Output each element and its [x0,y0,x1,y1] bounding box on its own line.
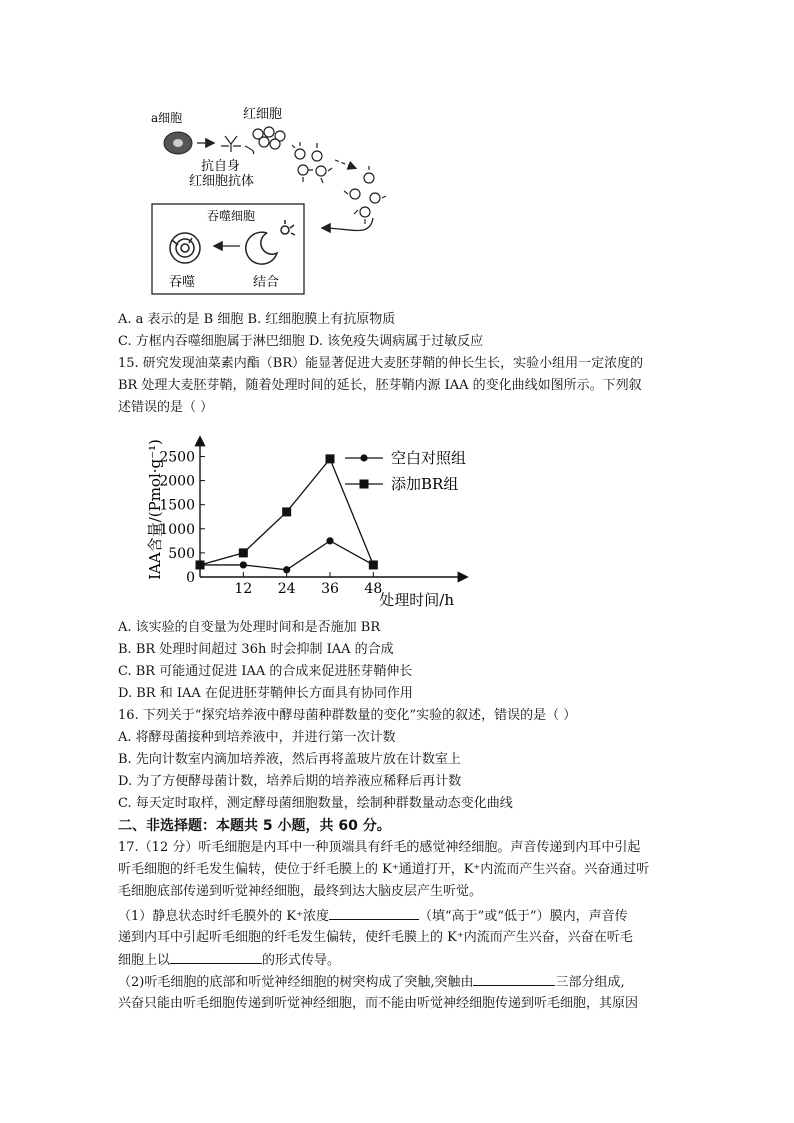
antibody-label-2: 红细胞抗体 [189,174,255,189]
y-tick-label: 500 [168,545,195,562]
q16-stem: 16. 下列关于“探究培养液中酵母菌种群数量的变化”实验的叙述，错误的是（ ） [118,708,577,723]
y-tick-label: 1000 [159,521,195,538]
coated-rbc-cluster-2 [344,166,386,224]
red-blood-cells [253,127,285,149]
y-axis-label: IAA含量/(Pmol·g⁻¹) [146,439,164,580]
phagocyte-label: 吞噬细胞 [207,209,256,223]
autoimmune-diagram [145,98,400,298]
y-tick-label: 1500 [159,497,195,514]
q17-sub1-text-a: （1）静息状态时纤毛膜外的 K⁺浓度 [118,909,329,924]
antibody-label-1: 抗自身 [201,159,241,174]
q17-sub2-text-b: 三部分组成, [555,975,625,990]
answer-blank-1[interactable] [329,906,419,920]
antibody-icon [221,136,241,152]
q15-option-d: D. BR 和 IAA 在促进胚芽鞘伸长方面具有协同作用 [118,686,413,701]
q16-option-a: A. 将酵母菌接种到培养液中，并进行第一次计数 [118,730,396,745]
q15-stem-3: 述错误的是（ ） [118,400,214,415]
q17-sub2-line2: 兴奋只能由听毛细胞传递到听觉神经细胞，而不能由听觉神经细胞传递到听毛细胞，其原因 [118,996,639,1011]
binding-cell-icon [246,220,295,264]
q16-option-d: D. 为了方便酵母菌计数，培养后期的培养液应稀释后再计数 [118,774,462,789]
br-point [282,507,291,516]
legend-label: 添加BR组 [391,475,459,493]
engulfing-cell-icon [170,233,200,263]
section-heading: 二、非选择题：本题共 5 小题，共 60 分。 [118,818,391,834]
q17-sub2-text-a: （2)听毛细胞的底部和听觉神经细胞的树突构成了突触,突触由 [118,975,474,990]
q16-option-b: B. 先向计数室内滴加培养液，然后再将盖玻片放在计数室上 [118,752,461,767]
q14-options-cd: C. 方框内吞噬细胞属于淋巴细胞 D. 该免疫失调病属于过敏反应 [118,334,484,349]
control-point [283,566,290,573]
series-line-1 [200,541,373,570]
answer-blank-2[interactable] [170,950,262,964]
q17-para-2: 听毛细胞的纤毛发生偏转，使位于纤毛膜上的 K⁺通道打开，K⁺内流而产生兴奋。兴奋通过听 [118,862,650,877]
answer-blank-3[interactable] [473,972,555,986]
iaa-line-chart [140,434,485,610]
x-axis-label: 处理时间/h [379,591,455,609]
q14-options-ab: A. a 表示的是 B 细胞 B. 红细胞膜上有抗原物质 [118,312,396,327]
q17-sub1-text-d: 细胞上以 [118,953,171,968]
legend-marker [360,480,369,489]
control-point [240,561,247,568]
legend-marker [360,454,367,461]
x-tick-label: 12 [234,581,253,597]
y-tick-label: 2000 [159,473,195,490]
q17-sub1-line3 [118,950,340,971]
br-point [239,548,248,557]
y-tick-label: 0 [186,570,195,586]
q15-option-b: B. BR 处理时间超过 36h 时会抑制 IAA 的合成 [118,642,394,657]
br-point [326,454,335,463]
x-tick-label: 48 [364,581,383,597]
q17-sub1-text-b: （填“高于”或“低于”）膜内，声音传 [418,909,628,924]
q17-para-3: 毛细胞底部传递到听觉神经细胞，最终到达大脑皮层产生听觉。 [118,884,483,899]
q16-option-c: C. 每天定时取样，测定酵母菌细胞数量，绘制种群数量动态变化曲线 [118,796,513,811]
engulf-label: 吞噬 [169,275,196,290]
control-point [326,537,333,544]
br-point [196,560,205,569]
bind-label: 结合 [253,275,280,290]
q17-sub1-text-e: 的形式传导。 [262,953,341,968]
coated-rbc-cluster-1 [292,142,332,183]
q15-option-c: C. BR 可能通过促进 IAA 的合成来促进胚芽鞘伸长 [118,664,413,679]
q17-sub1-line1 [118,906,628,927]
q17-sub2-line1 [118,972,625,993]
legend-label: 空白对照组 [391,449,467,467]
q15-option-a: A. 该实验的自变量为处理时间和是否施加 BR [118,620,381,635]
br-point [369,560,378,569]
x-tick-label: 24 [277,581,296,597]
x-tick-label: 36 [321,581,339,597]
a-cell-label: a细胞 [151,111,183,125]
q15-stem-2: BR 处理大麦胚芽鞘，随着处理时间的延长，胚芽鞘内源 IAA 的变化曲线如图所示。下列叙 [118,378,642,393]
q17-para-1: 17.（12 分）听毛细胞是内耳中一种顶端具有纤毛的感觉神经细胞。声音传递到内耳中引起 [118,840,641,855]
rbc-label: 红细胞 [243,107,283,122]
q15-stem-1: 15. 研究发现油菜素内酯（BR）能显著促进大麦胚芽鞘的伸长生长，实验小组用一定浓度的 [118,356,644,371]
q17-sub1-line2: 递到内耳中引起听毛细胞的纤毛发生偏转，使纤毛膜上的 K⁺内流而产生兴奋，兴奋在听毛 [118,930,633,945]
y-tick-label: 2500 [159,449,195,466]
